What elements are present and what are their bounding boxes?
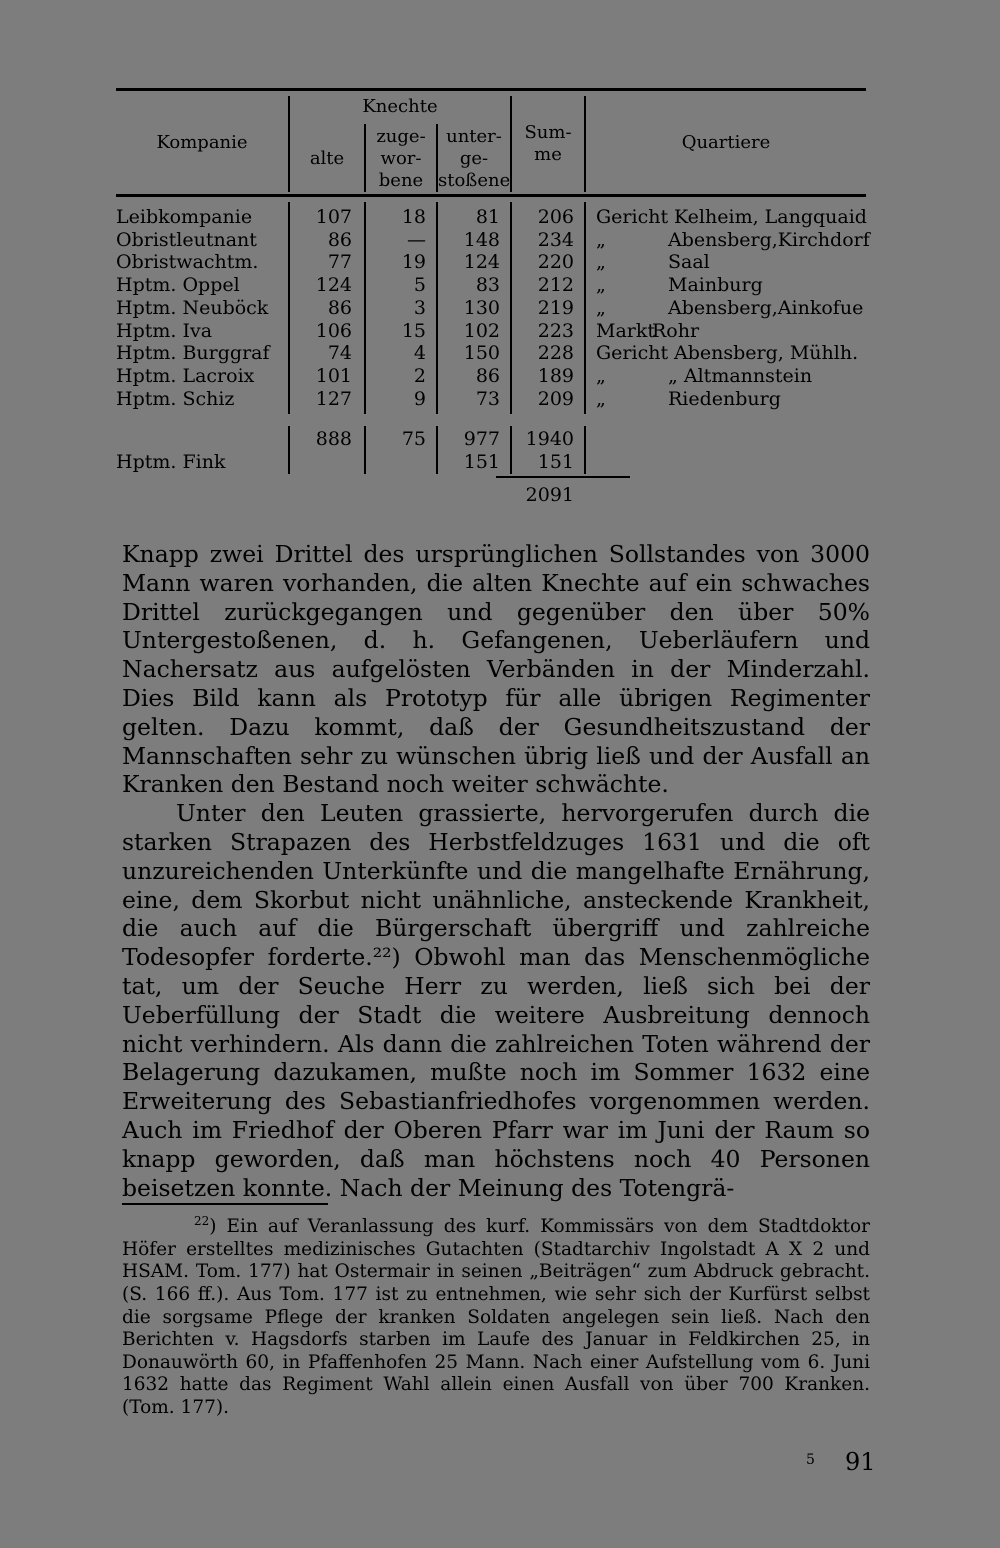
- cell-quartier-prefix: „: [596, 296, 606, 319]
- cell-summe: 189: [537, 364, 574, 387]
- cell-untergestossene: 124: [463, 251, 500, 274]
- cell-zugeworbene: 15: [401, 319, 426, 342]
- cell-kompanie: Hptm. Schiz: [116, 387, 235, 410]
- cell-zugeworbene: 3: [413, 296, 426, 319]
- cell-summe: 209: [537, 387, 574, 410]
- cell-quartier: Abensberg,Kirchdorf: [668, 228, 870, 251]
- table-row: [116, 251, 866, 274]
- cell-summe: 223: [537, 319, 574, 342]
- main-text: [122, 540, 870, 1202]
- total-untergestossene: 977: [463, 428, 500, 450]
- cell-kompanie: Hptm. Oppel: [116, 274, 240, 297]
- cell-alte: 127: [315, 387, 352, 410]
- cell-untergestossene: 86: [475, 364, 500, 387]
- cell-untergestossene: 83: [475, 274, 500, 297]
- cell-kompanie: Hptm. Lacroix: [116, 364, 255, 387]
- cell-zugeworbene: 9: [413, 387, 426, 410]
- cell-untergestossene: 148: [463, 228, 500, 251]
- cell-quartier-prefix: Gericht: [596, 342, 669, 365]
- header-quartiere: Quartiere: [681, 132, 771, 153]
- cell-kompanie: Hptm. Neuböck: [116, 296, 269, 319]
- cell-summe: 206: [537, 206, 574, 228]
- cell-kompanie: Leibkompanie: [116, 206, 253, 228]
- sum-rule: [496, 476, 630, 478]
- cell-kompanie: Hptm. Burggraf: [116, 342, 270, 365]
- cell-quartier: Riedenburg: [668, 387, 781, 410]
- cell-quartier: Rohr: [652, 319, 700, 342]
- cell-zugeworbene: 2: [413, 364, 426, 387]
- table-row: [116, 274, 866, 297]
- footnote-text: ) Ein auf Veranlassung des kurf. Kommissärs von dem Stadtdoktor Höfer erstelltes medizinisches Gutachten (Stadtarchiv Ingolstadt A X 2 und HSAM. Tom. 177) hat Ostermair in seinen „Beiträgen“ zum Abdruck gebracht. (S. 166 ff.). Aus Tom. 177 ist zu entnehmen, wie sehr sich der Kurfürst selbst die sorgsame Pflege der kranken Soldaten angelegen sein ließ. Nach den Berichten v. Hagsdorfs starben im Laufe des Januar in Feldkirchen 25, in Donauwörth 60, in Pfaffenhofen 25 Mann. Nach einer Aufstellung vom 6. Juni 1632 hatte das Regiment Wahl allein einen Ausfall von über 700 Kranken. (Tom. 177).: [122, 1216, 870, 1418]
- page-number: 91: [845, 1448, 876, 1476]
- cell-alte: 86: [327, 296, 352, 319]
- cell-alte: 106: [315, 319, 352, 342]
- cell-quartier: Mainburg: [668, 274, 763, 297]
- total-summe: 1940: [525, 428, 574, 450]
- cell-zugeworbene: —: [407, 228, 426, 251]
- footnote-mark: 22: [194, 1214, 210, 1228]
- table-row: [116, 388, 866, 411]
- cell-summe: 228: [537, 342, 574, 365]
- grand-total: 2091: [525, 484, 574, 506]
- cell-alte: 101: [315, 364, 352, 387]
- cell-kompanie: Hptm. Iva: [116, 319, 213, 342]
- paragraph: Knapp zwei Drittel des ursprünglichen Sollstandes von 3000 Mann waren vorhanden, die alten Knechte auf ein schwaches Drittel zurückgegangen und gegenüber den über 50% Untergestoßenen, d. h. Gefangenen, Ueberläufern und Nachersatz aus aufgelösten Verbänden in der Minderzahl. Dies Bild kann als Prototyp für alle übrigen Regimenter gelten. Dazu kommt, daß der Gesundheitszustand der Mannschaften sehr zu wünschen übrig ließ und der Ausfall an Kranken den Bestand noch weiter schwächte.: [122, 540, 870, 799]
- cell-zugeworbene: 18: [401, 206, 426, 228]
- table-row: [116, 365, 866, 388]
- header-alte: alte: [309, 148, 345, 169]
- fink-summe: 151: [537, 451, 574, 473]
- cell-quartier: Kelheim, Langquaid: [674, 206, 867, 228]
- cell-alte: 107: [315, 206, 352, 228]
- cell-kompanie: Obristleutnant: [116, 228, 257, 251]
- cell-summe: 212: [537, 274, 574, 297]
- cell-quartier: Abensberg,Ainkofue: [668, 296, 864, 319]
- cell-quartier: „ Altmannstein: [668, 364, 813, 387]
- table-totals-row: [116, 428, 866, 451]
- cell-kompanie: Obristwachtm.: [116, 251, 259, 274]
- cell-alte: 86: [327, 228, 352, 251]
- fink-kompanie: Hptm. Fink: [116, 451, 226, 473]
- footnote: [122, 1210, 870, 1420]
- header-untergestossene: unter- ge- stoßene: [438, 126, 511, 191]
- cell-quartier-prefix: „: [596, 364, 606, 387]
- table-row: [116, 342, 866, 365]
- cell-quartier-prefix: „: [596, 228, 606, 251]
- total-alte: 888: [315, 428, 352, 450]
- cell-alte: 77: [327, 251, 352, 274]
- cell-quartier-prefix: „: [596, 274, 606, 297]
- cell-untergestossene: 102: [463, 319, 500, 342]
- cell-untergestossene: 150: [463, 342, 500, 365]
- table-row: [116, 228, 870, 252]
- table-header-rule: [116, 194, 866, 197]
- header-zugeworbene: zuge- wor- bene: [376, 126, 426, 191]
- cell-untergestossene: 130: [463, 296, 500, 319]
- cell-summe: 219: [537, 296, 574, 319]
- cell-zugeworbene: 4: [413, 342, 426, 365]
- table-top-rule: [116, 88, 866, 91]
- cell-quartier: Abensberg, Mühlh.: [674, 342, 859, 365]
- cell-quartier-prefix: „: [596, 387, 606, 410]
- cell-quartier-prefix: „: [596, 251, 606, 274]
- cell-untergestossene: 81: [475, 206, 500, 228]
- paragraph: Unter den Leuten grassierte, hervorgerufen durch die starken Strapazen des Herbstfeldzuges 1631 und die oft unzureichenden Unterkünfte und die mangelhafte Ernährung, eine, dem Skorbut nicht unähnliche, ansteckende Krankheit, die auch auf die Bürgerschaft übergriff und zahlreiche Todesopfer forderte.²²) Obwohl man das Menschenmögliche tat, um der Seuche Herr zu werden, ließ sich bei der Ueberfüllung der Stadt die weitere Ausbreitung dennoch nicht verhindern. Als dann die zahlreichen Toten während der Belagerung dazukamen, mußte noch im Sommer 1632 eine Erweiterung des Sebastianfriedhofes vorgenommen werden. Auch im Friedhof der Oberen Pfarr war im Juni der Raum so knapp geworden, daß man höchstens noch 40 Personen beisetzen konnte. Nach der Meinung des Totengrä-: [122, 799, 870, 1202]
- cell-quartier: Saal: [668, 251, 710, 274]
- cell-quartier-prefix: Markt: [596, 319, 656, 342]
- cell-untergestossene: 73: [475, 387, 500, 410]
- cell-alte: 124: [315, 274, 352, 297]
- company-table: [116, 88, 870, 508]
- table-row: [116, 206, 866, 229]
- header-summe: Sum- me: [524, 122, 572, 165]
- footnote-rule: [122, 1203, 328, 1205]
- cell-summe: 220: [537, 251, 574, 274]
- table-row: [116, 297, 866, 320]
- cell-quartier-prefix: Gericht: [596, 206, 669, 228]
- printer-signature: 5: [806, 1452, 815, 1468]
- total-zugeworbene: 75: [401, 428, 426, 450]
- header-kompanie: Kompanie: [156, 132, 248, 153]
- cell-summe: 234: [537, 228, 574, 251]
- fink-untergestossene: 151: [463, 451, 500, 473]
- header-knechte: Knechte: [362, 96, 438, 117]
- table-row-fink: [116, 451, 866, 474]
- table-row: [116, 320, 866, 343]
- cell-zugeworbene: 5: [413, 274, 426, 297]
- cell-alte: 74: [327, 342, 352, 365]
- cell-zugeworbene: 19: [401, 251, 426, 274]
